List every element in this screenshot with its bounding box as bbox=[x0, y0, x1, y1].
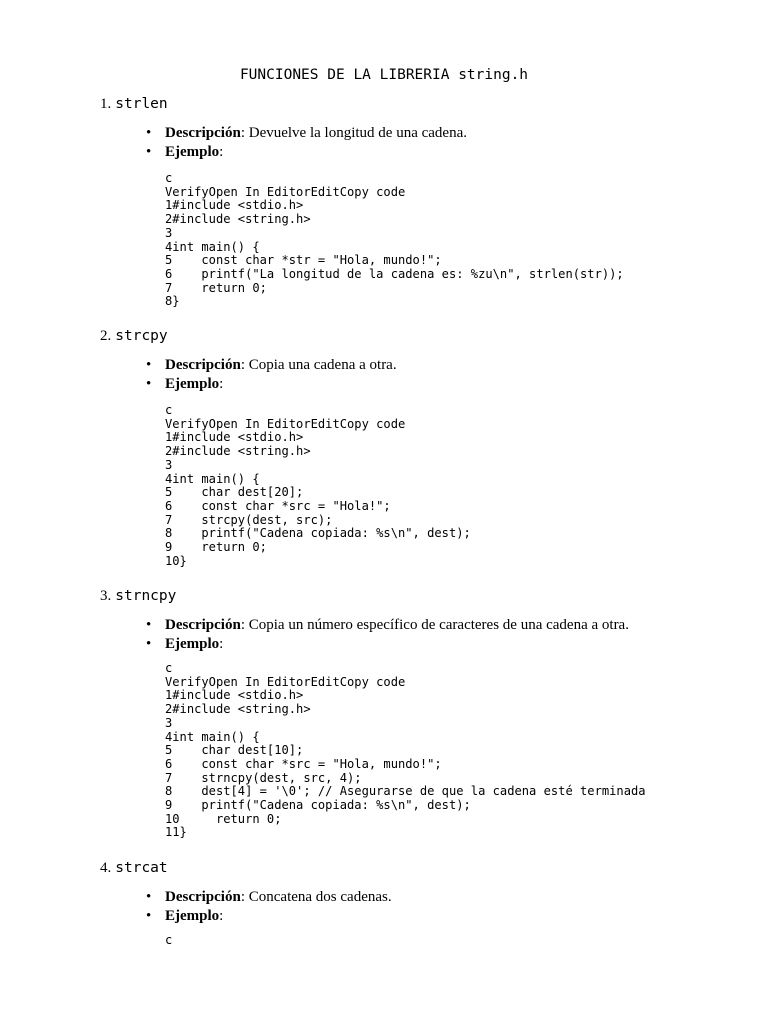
bullet-icon: • bbox=[146, 636, 152, 652]
description-label: Descripción bbox=[165, 357, 241, 373]
bullet-icon: • bbox=[146, 376, 152, 392]
description-text: : Devuelve la longitud de una cadena. bbox=[240, 125, 467, 141]
description-label: Descripción bbox=[165, 125, 241, 141]
description-text: : Concatena dos cadenas. bbox=[240, 889, 392, 905]
description-item bbox=[146, 356, 397, 375]
function-name: strcat bbox=[115, 860, 168, 876]
description-item bbox=[146, 616, 629, 635]
example-label: Ejemplo bbox=[165, 908, 220, 924]
section-number: 4. bbox=[100, 860, 112, 876]
section-number: 2. bbox=[100, 328, 112, 344]
code-block: c bbox=[165, 933, 173, 947]
example-suffix: : bbox=[219, 144, 224, 160]
section-heading bbox=[100, 326, 168, 346]
function-name: strncpy bbox=[115, 588, 177, 604]
section-heading bbox=[100, 94, 168, 114]
example-item bbox=[146, 635, 629, 654]
bullet-list bbox=[146, 356, 397, 394]
code-block: c VerifyOpen In EditorEditCopy code 1#include <stdio.h> 2#include <string.h> 3 4int main() { 5 char dest[10]; 6 const char *src = "Hola, mundo!"; 7 strncpy(dest, src, 4); 8 dest[4] = '\0'; // Asegurarse de que la cadena esté terminada 9 printf("Cadena copiada: %s\n", dest); 10 return 0; 11} bbox=[165, 661, 646, 840]
function-name: strcpy bbox=[115, 328, 168, 344]
document-title: FUNCIONES DE LA LIBRERIA string.h bbox=[239, 67, 529, 83]
description-text: : Copia un número específico de caracteres de una cadena a otra. bbox=[240, 617, 629, 633]
bullet-icon: • bbox=[146, 144, 152, 160]
bullet-list bbox=[146, 616, 629, 654]
code-block: c VerifyOpen In EditorEditCopy code 1#include <stdio.h> 2#include <string.h> 3 4int main() { 5 const char *str = "Hola, mundo!"; 6 printf("La longitud de la cadena es: %zu\n", strlen(str)); 7 return 0; 8} bbox=[165, 171, 624, 309]
bullet-list bbox=[146, 124, 467, 162]
example-suffix: : bbox=[219, 636, 224, 652]
description-item bbox=[146, 888, 392, 907]
section-heading bbox=[100, 586, 176, 606]
code-block: c VerifyOpen In EditorEditCopy code 1#include <stdio.h> 2#include <string.h> 3 4int main() { 5 char dest[20]; 6 const char *src = "Hola!"; 7 strcpy(dest, src); 8 printf("Cadena copiada: %s\n", dest); 9 return 0; 10} bbox=[165, 403, 471, 568]
example-label: Ejemplo bbox=[165, 376, 220, 392]
example-suffix: : bbox=[219, 376, 224, 392]
section-number: 3. bbox=[100, 588, 112, 604]
description-label: Descripción bbox=[165, 617, 241, 633]
bullet-icon: • bbox=[146, 617, 152, 633]
description-label: Descripción bbox=[165, 889, 241, 905]
bullet-icon: • bbox=[146, 889, 152, 905]
bullet-icon: • bbox=[146, 357, 152, 373]
example-item bbox=[146, 907, 392, 926]
bullet-list bbox=[146, 888, 392, 926]
description-item bbox=[146, 124, 467, 143]
section-number: 1. bbox=[100, 96, 112, 112]
description-text: : Copia una cadena a otra. bbox=[240, 357, 397, 373]
example-item bbox=[146, 375, 397, 394]
example-label: Ejemplo bbox=[165, 144, 220, 160]
function-name: strlen bbox=[115, 96, 168, 112]
bullet-icon: • bbox=[146, 125, 152, 141]
section-heading bbox=[100, 858, 168, 878]
example-suffix: : bbox=[219, 908, 224, 924]
bullet-icon: • bbox=[146, 908, 152, 924]
example-item bbox=[146, 143, 467, 162]
example-label: Ejemplo bbox=[165, 636, 220, 652]
